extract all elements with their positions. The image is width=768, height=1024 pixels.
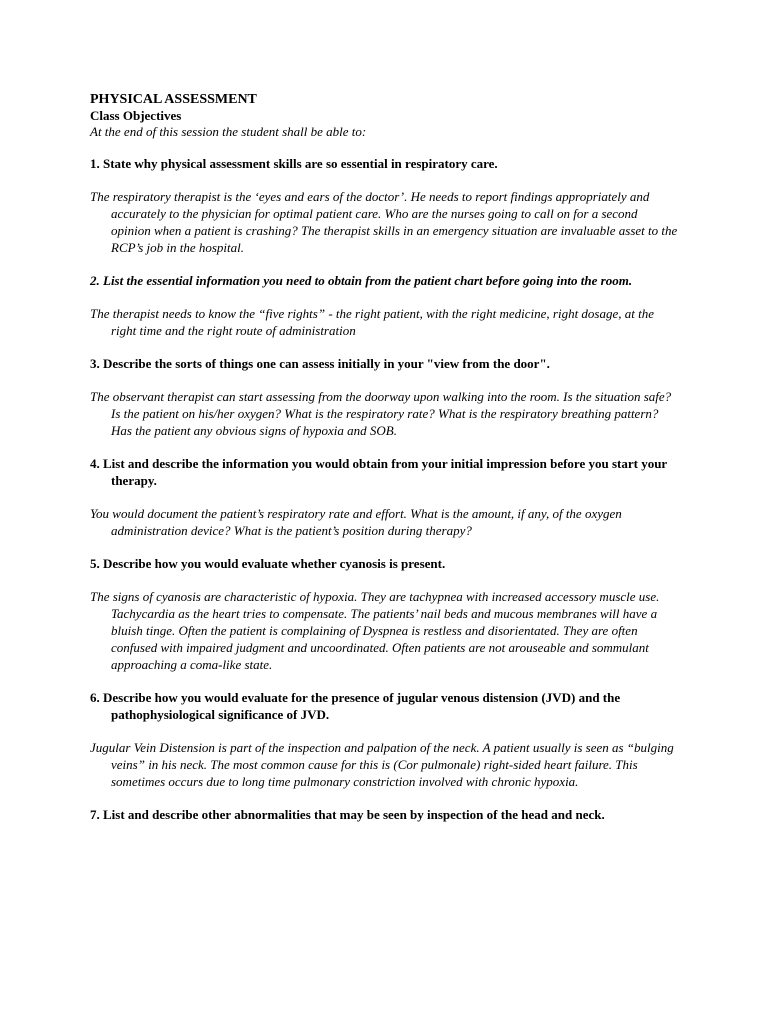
question-6: 6. Describe how you would evaluate for the presence of jugular venous distension (JVD) and the pathophysiological significance of JVD. [90, 690, 621, 722]
question-2: 2. List the essential information you need to obtain from the patient chart before going into the room. [90, 273, 633, 288]
document-title: PHYSICAL ASSESSMENT [90, 92, 257, 107]
answer-6: Jugular Vein Distension is part of the inspection and palpation of the neck. A patient usually is seen as “bulging veins” in his neck. The most common cause for this is (Cor pulmonale) right-sided heart failure. This sometimes occurs due to long time pulmonary constriction involved with chronic hypoxia. [90, 740, 674, 789]
question-7: 7. List and describe other abnormalities that may be seen by inspection of the head and neck. [90, 807, 605, 822]
answer-2: The therapist needs to know the “five rights” - the right patient, with the right medicine, right dosage, at the right time and the right route of administration [90, 306, 655, 338]
document-intro: At the end of this session the student shall be able to: [90, 124, 367, 139]
question-5: 5. Describe how you would evaluate whether cyanosis is present. [90, 556, 446, 571]
answer-5: The signs of cyanosis are characteristic of hypoxia. They are tachypnea with increased accessory muscle use. Tachycardia as the heart tries to compensate. The patients’ nail beds and mucous membranes will have a bluish tinge. Often the patient is complaining of Dyspnea is restless and disorientated. They are often confused with impaired judgment and uncoordinated. Often patients are not arouseable and sommulant approaching a coma-like state. [90, 589, 660, 672]
question-4: 4. List and describe the information you would obtain from your initial impression before you start your therapy. [90, 456, 667, 488]
question-3: 3. Describe the sorts of things one can assess initially in your "view from the door". [90, 356, 550, 371]
question-1: 1. State why physical assessment skills are so essential in respiratory care. [90, 156, 498, 171]
document-page [90, 92, 680, 839]
document-subtitle: Class Objectives [90, 108, 182, 123]
answer-4: You would document the patient’s respiratory rate and effort. What is the amount, if any, of the oxygen administration device? What is the patient’s position during therapy? [90, 506, 622, 538]
answer-1: The respiratory therapist is the ‘eyes and ears of the doctor’. He needs to report findings appropriately and accurately to the physician for optimal patient care. Who are the nurses going to call on for a second opinion when a patient is crashing? The therapist skills in an emergency situation are invaluable asset to the RCP’s job in the hospital. [90, 189, 678, 255]
answer-3: The observant therapist can start assessing from the doorway upon walking into the room. Is the situation safe? Is the patient on his/her oxygen? What is the respiratory rate? What is the respiratory breathing pattern? Has the patient any obvious signs of hypoxia and SOB. [90, 389, 672, 438]
